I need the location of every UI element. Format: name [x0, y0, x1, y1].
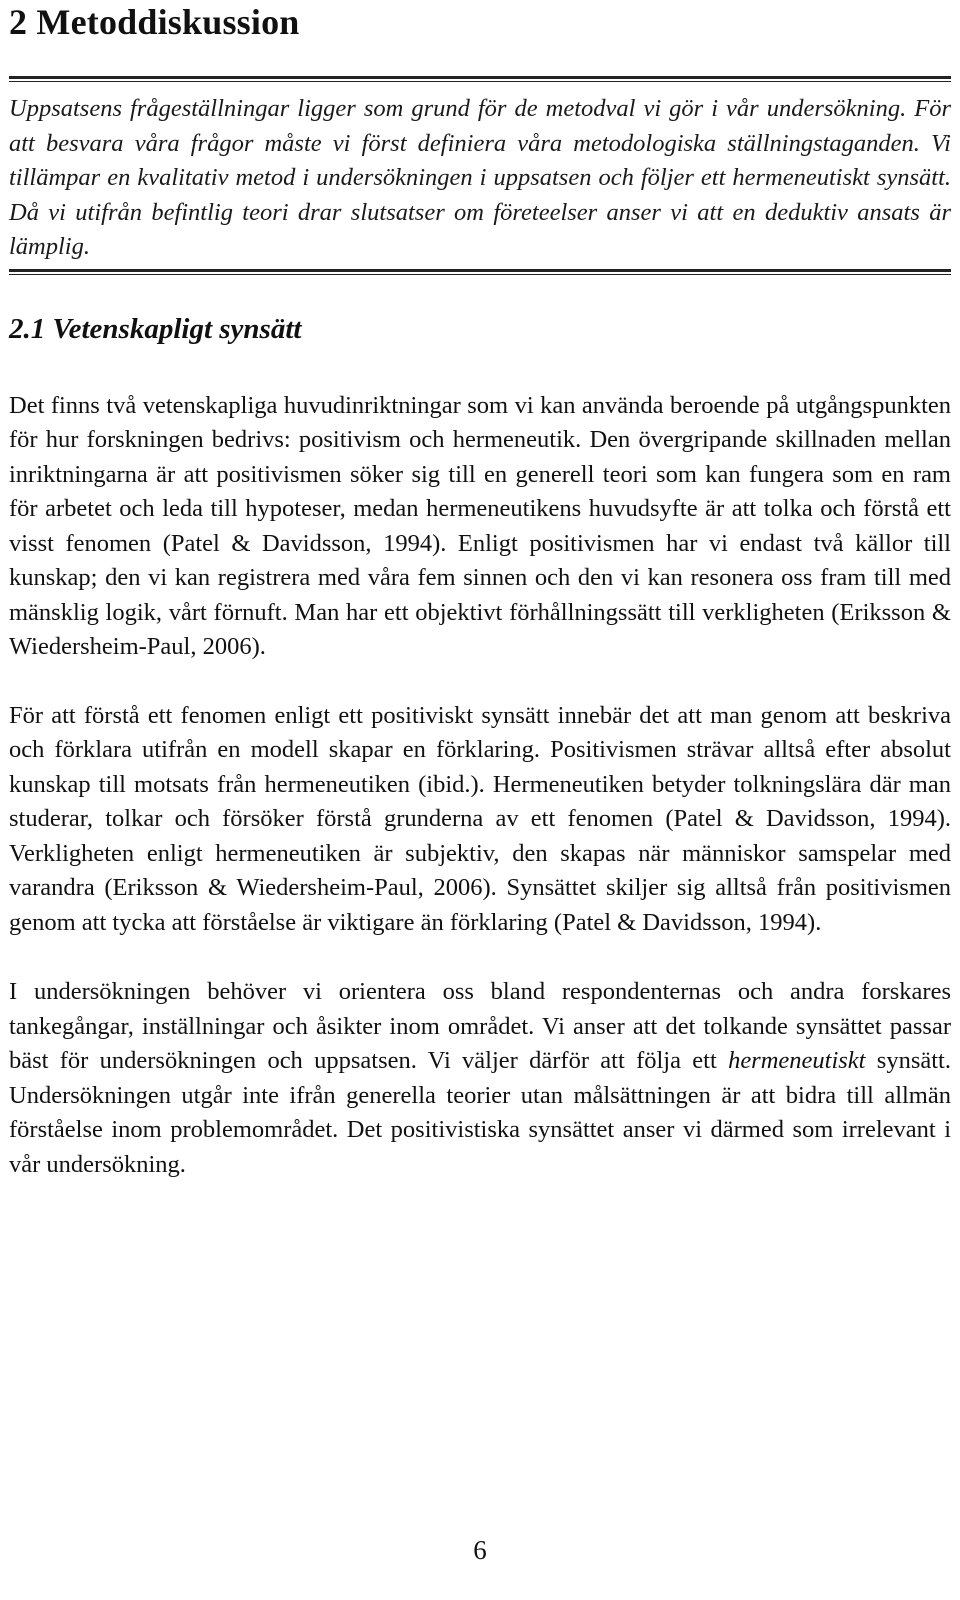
paragraph-3-text-end: synsätt. Undersökningen utgår inte ifrån generella teorier utan målsättningen är att bidra till allmän förståelse inom problemområdet. Det positivistiska synsättet anser vi därmed som irrelevant i vår undersökning. [9, 1047, 951, 1178]
intro-bottom-rule [9, 269, 951, 275]
document-page [9, 0, 951, 1182]
paragraph-3-text-start: I undersökningen behöver vi orientera oss bland respondenternas och andra forskares tankegångar, inställningar och åsikter inom området. Vi anser att det tolkande synsättet passar bäst för undersökningen och uppsatsen. Vi väljer därför att följa ett [9, 978, 951, 1075]
emphasized-term: hermeneutiskt [728, 1047, 866, 1075]
body-paragraph-2: För att förstå ett fenomen enligt ett positiviskt synsätt innebär det att man genom att beskriva och förklara utifrån en modell skapar en förklaring. Positivismen strävar alltså efter absolut kunskap till motsats från hermeneutiken (ibid.). Hermeneutiken betyder tolkningslära där man studerar, tolkar och försöker förstå grunderna av ett fenomen (Patel & Davidsson, 1994). Verkligheten enligt hermeneutiken är subjektiv, den skapas när människor samspelar med varandra (Eriksson & Wiedersheim-Paul, 2006). Synsättet skiljer sig alltså från positivismen genom att tycka att förståelse är viktigare än förklaring (Patel & Davidsson, 1994). [9, 701, 951, 936]
page-number: 6 [473, 1535, 487, 1565]
body-paragraph-3 [9, 975, 951, 1182]
section-heading: 2.1 Vetenskapligt synsätt [9, 312, 302, 345]
chapter-heading: 2 Metoddiskussion [9, 2, 300, 42]
body-paragraph-1: Det finns två vetenskapliga huvudinriktningar som vi kan använda beroende på utgångspunkten för hur forskningen bedrivs: positivism och hermeneutik. Den övergripande skillnaden mellan inriktningarna är att positivismen söker sig till en generell teori som kan fungera som en ram för arbetet och leda till hypoteser, medan hermeneutikens huvudsyfte är att tolka och förstå ett visst fenomen (Patel & Davidsson, 1994). Enligt positivismen har vi endast två källor till kunskap; den vi kan registrera med våra fem sinnen och den vi kan resonera oss fram till med mänsklig logik, vårt förnuft. Man har ett objektivt förhållningssätt till verkligheten (Eriksson & Wiedersheim-Paul, 2006). [9, 391, 951, 661]
intro-top-rule [9, 76, 951, 82]
intro-paragraph: Uppsatsens frågeställningar ligger som grund för de metodval vi gör i vår undersökning. För att besvara våra frågor måste vi först definiera våra metodologiska ställningstaganden. Vi tillämpar en kvalitativ metod i undersökningen i uppsatsen och följer ett hermeneutiskt synsätt. Då vi utifrån befintlig teori drar slutsatser om företeelser anser vi att en deduktiv ansats är lämplig. [9, 95, 951, 261]
